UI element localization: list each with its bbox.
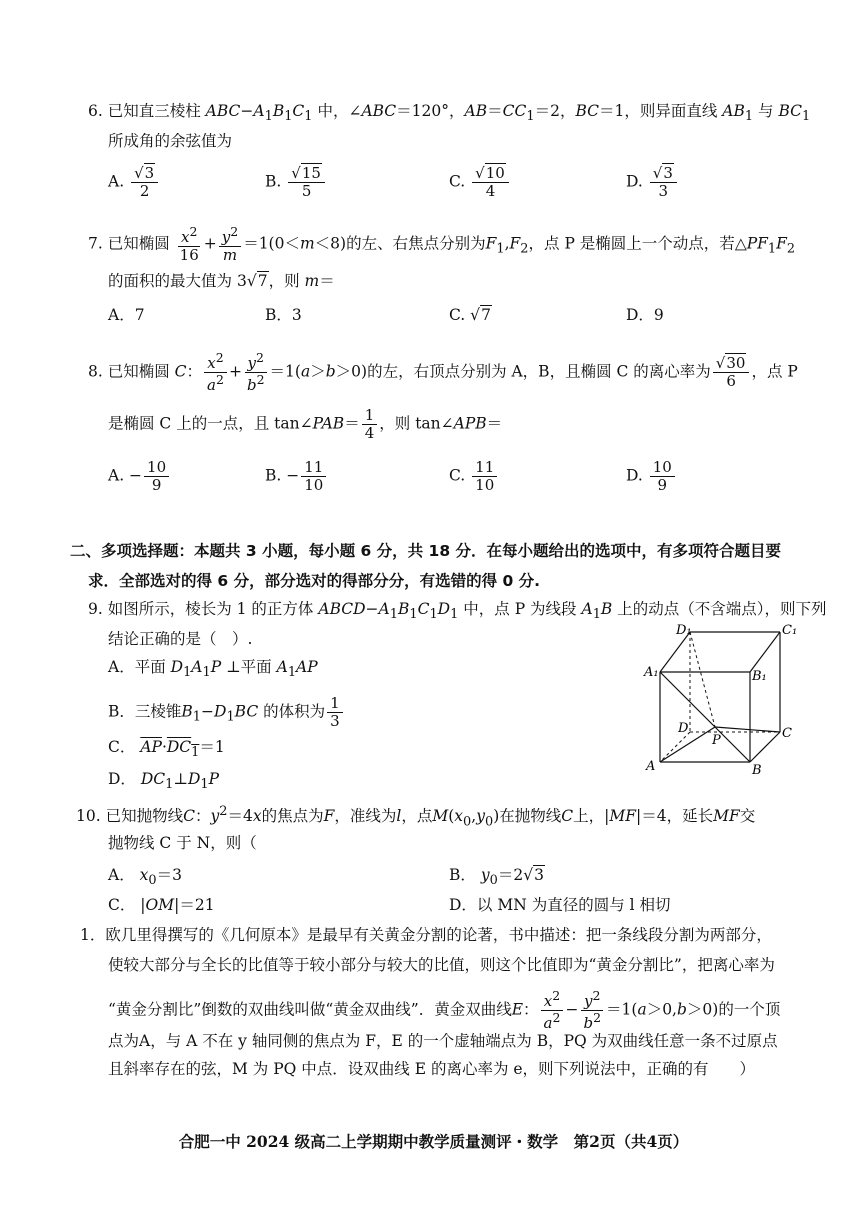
q9-stem-line1: 9. 如图所示，棱长为 1 的正方体 $ABCD-A_1B_1C_1D_1$ 中，点 P 为线段 $A_1B$ 上的动点（不含端点），则下列 (88, 600, 827, 623)
q9-option-c: C． $\overline{AP}\cdot DC_1=1$ (108, 738, 225, 761)
q10-stem-line2: 抛物线 C 于 N，则（ (108, 834, 257, 852)
cube-label-p: P (712, 733, 721, 748)
q9-option-b: B．三棱锥$B_1-D_1BC$ 的体积为 $\frac{1}{3}$ (108, 696, 345, 729)
cube-label-a1: A₁ (644, 665, 659, 680)
q6-option-a: A. $\frac{√3}{2}$ (108, 166, 160, 199)
q6-option-d: D. $\frac{√3}{3}$ (626, 166, 679, 199)
q7-option-c: C. √7 (449, 306, 491, 324)
q6-stem-line2: 所成角的余弦值为 (108, 132, 233, 150)
cube-label-c: C (782, 726, 792, 741)
q9-option-a: A．平面 $D_1A_1P$ ⊥平面 $A_1AP$ (108, 658, 318, 681)
q10-option-a: A． $x_0=3$ (108, 866, 182, 889)
q11-line3: “黄金分割比”倒数的双曲线叫做“黄金双曲线”．黄金双曲线E： $\frac{x^2}{a^2}$ − $\frac{y^2}{b^2}$ ＝1(a＞0,b＞0)的一个顶 (108, 988, 781, 1032)
cube-figure (640, 620, 800, 780)
cube-label-a: A (646, 759, 656, 774)
cube-label-d1: D₁ (676, 623, 692, 638)
q10-option-d: D．以 MN 为直径的圆与 l 相切 (449, 896, 671, 914)
q8-stem-line2: 是椭圆 C 上的一点，且 tan∠PAB＝ $\frac{1}{4}$ ，则 tan∠APB＝ (108, 406, 503, 442)
q11-line1: 1．欧几里得撰写的《几何原本》是最早有关黄金分割的论著，书中描述：把一条线段分割为两部分， (80, 926, 772, 944)
q8-stem-line1: 8. 已知椭圆 C： $\frac{x^2}{a^2}$ + $\frac{y^2}{b^2}$ ＝1(a＞b＞0)的左，右顶点分别为 A，B，且椭圆 C 的离心率为 $\frac{√30}{6}$ ，点 P (88, 350, 798, 394)
section2-heading-line2: 求．全部选对的得 6 分，部分选对的得部分分，有选错的得 0 分. (88, 572, 541, 590)
cube-label-d: D (678, 721, 689, 736)
cube-label-b: B (752, 763, 762, 778)
q8-option-d: D. $\frac{10}{9}$ (626, 460, 677, 493)
q6-option-c: C. $\frac{√10}{4}$ (449, 166, 511, 199)
q8-option-a: A. − $\frac{10}{9}$ (108, 460, 171, 493)
q11-line2: 使较大部分与全长的比值等于较小部分与较大的比值，则这个比值即为“黄金分割比”，把离心率为 (108, 956, 775, 974)
q9-stem-line2: 结论正确的是（ ）. (108, 630, 253, 648)
q8-option-b: B. − $\frac{11}{10}$ (265, 460, 328, 493)
q11-line4: 点为A，与 A 不在 y 轴同侧的焦点为 F，E 的一个虚轴端点为 B，PQ 为双曲线任意一条不过原点 (108, 1032, 778, 1050)
q11-line5: 且斜率存在的弦，M 为 PQ 中点．设双曲线 E 的离心率为 e，则下列说法中，正确的有 ） (108, 1060, 756, 1078)
q8-option-c: C. $\frac{11}{10}$ (449, 460, 499, 493)
page-footer: 合肥一中 2024 级高二上学期期中教学质量测评・数学 第2页（共4页） (178, 1132, 689, 1151)
cube-label-b1: B₁ (752, 669, 767, 684)
q6-option-b: B. $\frac{√15}{5}$ (265, 166, 327, 199)
q7-stem-line1: 7. 已知椭圆 $\frac{x^2}{16}$ + $\frac{y^2}{m}$ ＝1(0＜m＜8)的左、右焦点分别为$F_1,F_2$，点 P 是椭圆上一个动点，若$\triangle PF_1F_2$ (88, 224, 796, 264)
q7-option-d: D．9 (626, 306, 664, 324)
q10-stem-line1: 10. 已知抛物线C：$y^2=4x$的焦点为F，准线为l，点$M(x_0,y_0)$在抛物线C上，|MF|＝4，延长MF交 (76, 804, 756, 830)
q10-option-b: B． $y_0=2√3$ (449, 866, 544, 889)
cube-label-c1: C₁ (782, 623, 798, 638)
q9-option-d: D． $DC_1\perp D_1P$ (108, 770, 220, 793)
q7-option-b: B．3 (265, 306, 302, 324)
q10-option-c: C． |OM|＝21 (108, 896, 215, 914)
q6-stem-line1: 6. 已知直三棱柱 $ABC-A_1B_1C_1$ 中，∠ABC＝120°，$AB=CC_1=2$，BC＝1，则异面直线 $AB_1$ 与 $BC_1$ (88, 102, 811, 125)
section2-heading-line1: 二、多项选择题：本题共 3 小题，每小题 6 分，共 18 分．在每小题给出的选项中，有多项符合题目要 (70, 542, 782, 560)
q7-option-a: A．7 (108, 306, 145, 324)
q7-stem-line2: 的面积的最大值为 3√7，则 m＝ (108, 272, 335, 290)
